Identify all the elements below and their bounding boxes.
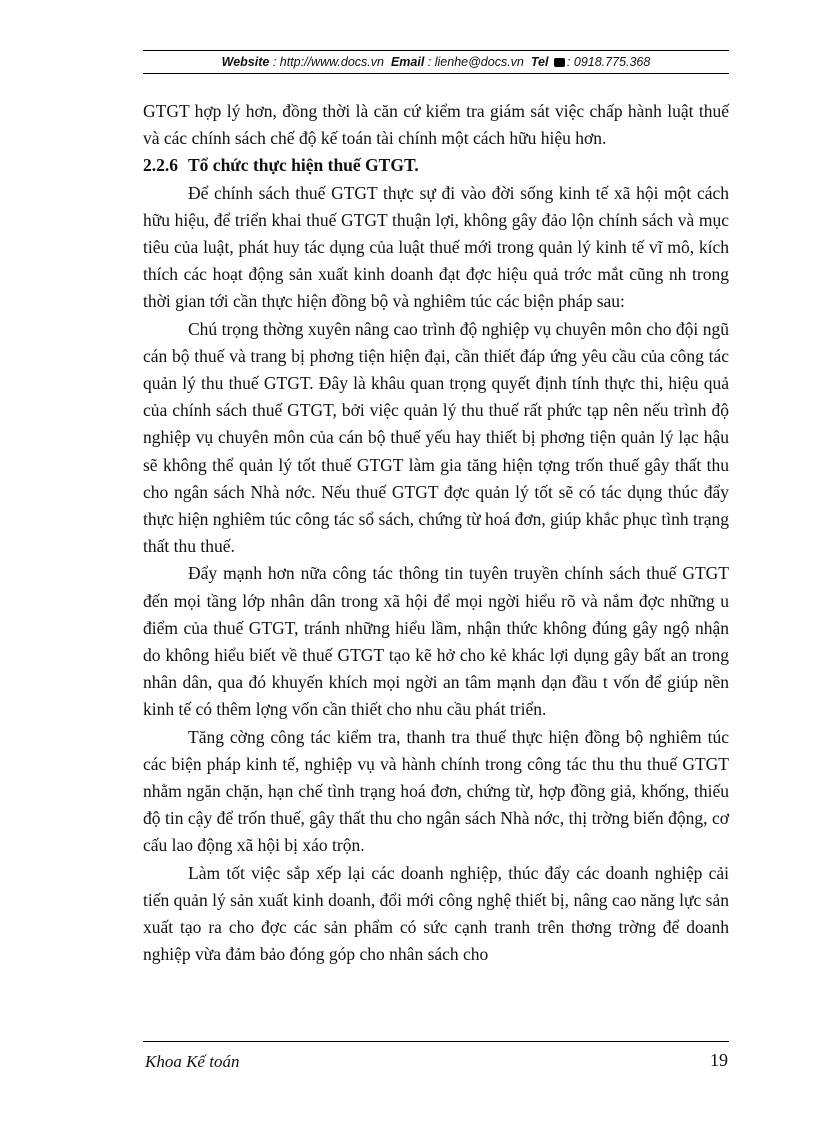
paragraph-intro: GTGT hợp lý hơn, đồng thời là căn cứ kiểm tra giám sát việc chấp hành luật thuế và các chính sách chế độ kế toán tài chính một cách hữu hiệu hơn. — [143, 101, 729, 149]
page-header — [143, 50, 729, 74]
paragraph: Để chính sách thuế GTGT thực sự đi vào đời sống kinh tế xã hội một cách hữu hiệu, để triển khai thuế GTGT thuận lợi, không gây đảo lộn chính sách và mục tiêu của luật, phát huy tác dụng của luật thuế mới trong quản lý kinh tế vĩ mô, kích thích các hoạt động sản xuất kinh doanh đạt đợc hiệu quả trớc mắt cũng nh trong thời gian tới cần thực hiện đồng bộ và nghiêm túc các biện pháp sau: — [143, 182, 729, 312]
page-number: 19 — [710, 1050, 728, 1070]
website-label: Website — [221, 55, 270, 69]
footer-department: Khoa Kế toán — [145, 1052, 240, 1071]
paragraph: Tăng cờng công tác kiểm tra, thanh tra thuế thực hiện đồng bộ nghiêm túc các biện pháp kinh tế, nghiệp vụ và hành chính trong công tác thu thu thuế GTGT nhằm ngăn chặn, hạn chế tình trạng hoá đơn, chứng từ, hợp đồng giả, khống, thiếu độ tin cậy để trốn thuế, gây thất thu cho ngân sách Nhà nớc, thị trờng biến động, cơ cấu lao động xã hội bị xáo trộn. — [143, 726, 729, 856]
phone-icon — [554, 58, 565, 67]
section-title: Tổ chức thực hiện thuế GTGT. — [188, 155, 419, 176]
email-label: Email — [390, 55, 425, 69]
section-heading — [143, 152, 729, 179]
tel-value: : 0918.775.368 — [566, 55, 651, 69]
website-value[interactable]: : http://www.docs.vn — [272, 55, 384, 69]
footer-divider — [143, 1041, 729, 1042]
paragraph: Đẩy mạnh hơn nữa công tác thông tin tuyên truyền chính sách thuế GTGT đến mọi tầng lớp nhân dân trong xã hội để mọi ngời hiểu rõ và nắm đợc những u điểm của thuế GTGT, tránh những hiểu lầm, nhận thức không đúng gây ngộ nhận do không hiểu biết về thuế GTGT tạo kẽ hở cho kẻ khác lợi dụng gây bất an trong nhân dân, qua đó khuyến khích mọi ngời an tâm mạnh dạn đầu t vốn để giúp nền kinh tế có thêm lợng vốn cần thiết cho nhu cầu phát triển. — [143, 563, 729, 720]
email-value[interactable]: : lienhe@docs.vn — [427, 55, 524, 69]
section-number: 2.2.6 — [143, 155, 178, 176]
paragraph: Chú trọng thờng xuyên nâng cao trình độ nghiệp vụ chuyên môn cho đội ngũ cán bộ thuế và trang bị phơng tiện hiện đại, cần thiết đáp ứng yêu cầu của công tác quản lý thu thuế GTGT. Đây là khâu quan trọng quyết định tính thực thi, hiệu quả của chính sách thuế GTGT, bởi việc quản lý thu thuế rất phức tạp nên nếu trình độ nghiệp vụ chuyên môn của cán bộ thuế yếu hay thiết bị phơng tiện quản lý lạc hậu sẽ không thể quản lý tốt thuế GTGT làm gia tăng hiện tợng trốn thuế gây thất thu cho ngân sách Nhà nớc. Nếu thuế GTGT đợc quản lý tốt sẽ có tác dụng thúc đẩy thực hiện nghiêm túc công tác sổ sách, chứng từ hoá đơn, giúp khắc phục tình trạng thất thu thuế. — [143, 318, 729, 557]
document-body — [143, 98, 729, 969]
tel-label: Tel — [530, 55, 549, 69]
paragraph: Làm tốt việc sắp xếp lại các doanh nghiệp, thúc đẩy các doanh nghiệp cải tiến quản lý sản xuất kinh doanh, đổi mới công nghệ thiết bị, nâng cao năng lực sản xuất tạo ra cho đợc các sản phẩm có sức cạnh tranh trên thơng trờng để doanh nghiệp vừa đảm bảo đóng góp cho nhân sách cho — [143, 862, 729, 965]
